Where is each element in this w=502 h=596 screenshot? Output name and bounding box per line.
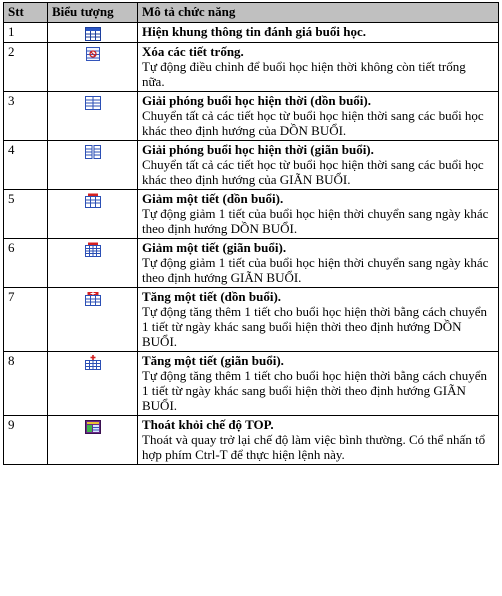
- row-description: Chuyển tất cả các tiết học từ buổi học hiện thời sang các buổi học khác theo định hướng của DỒN BUỔI.: [142, 108, 484, 138]
- decrease-period-spread-icon: [84, 242, 102, 258]
- row-title: Giảm một tiết (giãn buổi).: [142, 240, 287, 255]
- header-icon: Biểu tượng: [48, 3, 138, 23]
- row-title: Tăng một tiết (dồn buổi).: [142, 289, 282, 304]
- table-header-row: [4, 3, 499, 23]
- row-description: Tự động tăng thêm 1 tiết cho buổi học hiện thời bằng cách chuyển 1 tiết từ ngày khác sang buổi hiện thời theo định hướng GIÃN BUỔI.: [142, 368, 487, 413]
- row-title: Giải phóng buổi học hiện thời (giãn buổi).: [142, 142, 374, 157]
- compress-session-icon: [84, 95, 102, 111]
- row-title: Hiện khung thông tin đánh giá buổi học.: [142, 24, 366, 39]
- row-description: Tự động giảm 1 tiết của buổi học hiện thời chuyển sang ngày khác theo định hướng DỒN BUỔI.: [142, 206, 489, 236]
- exit-top-mode-icon: [84, 419, 102, 435]
- row-description: Tự động điều chỉnh để buổi học hiện thời không còn tiết trống nữa.: [142, 59, 466, 89]
- spread-session-icon: [84, 144, 102, 160]
- row-number: 1: [4, 23, 48, 43]
- row-number: 9: [4, 416, 48, 465]
- table-row: [4, 43, 499, 92]
- row-number: 8: [4, 352, 48, 416]
- remove-blank-periods-icon: [84, 46, 102, 62]
- row-number: 4: [4, 141, 48, 190]
- header-description: Mô tả chức năng: [138, 3, 499, 23]
- row-number: 6: [4, 239, 48, 288]
- table-grid-icon: [84, 26, 102, 42]
- table-row: [4, 92, 499, 141]
- increase-period-spread-icon: [84, 355, 102, 371]
- table-row: [4, 23, 499, 43]
- row-title: Tăng một tiết (giãn buổi).: [142, 353, 284, 368]
- row-description: Chuyển tất cả các tiết học từ buổi học hiện thời sang các buổi học khác theo định hướng của GIÃN BUỔI.: [142, 157, 484, 187]
- function-table: [3, 2, 499, 465]
- row-title: Giải phóng buổi học hiện thời (dồn buổi).: [142, 93, 371, 108]
- row-description: Tự động tăng thêm 1 tiết cho buổi học hiện thời bằng cách chuyển 1 tiết từ ngày khác sang buổi hiện thời theo định hướng DỒN BUỔI.: [142, 304, 487, 349]
- row-description: Thoát và quay trở lại chế độ làm việc bình thường. Có thể nhấn tổ hợp phím Ctrl-T để thực hiện lệnh này.: [142, 432, 486, 462]
- row-number: 5: [4, 190, 48, 239]
- table-row: [4, 141, 499, 190]
- table-row: [4, 190, 499, 239]
- table-row: [4, 416, 499, 465]
- row-title: Giảm một tiết (dồn buổi).: [142, 191, 284, 206]
- increase-period-compress-icon: [84, 291, 102, 307]
- row-number: 7: [4, 288, 48, 352]
- table-row: [4, 288, 499, 352]
- row-title: Xóa các tiết trống.: [142, 44, 244, 59]
- row-description: Tự động giảm 1 tiết của buổi học hiện thời chuyển sang ngày khác theo định hướng GIÃN BUỔI.: [142, 255, 489, 285]
- decrease-period-compress-icon: [84, 193, 102, 209]
- header-stt: Stt: [4, 3, 48, 23]
- table-row: [4, 239, 499, 288]
- row-number: 2: [4, 43, 48, 92]
- table-row: [4, 352, 499, 416]
- row-title: Thoát khỏi chế độ TOP.: [142, 417, 274, 432]
- row-number: 3: [4, 92, 48, 141]
